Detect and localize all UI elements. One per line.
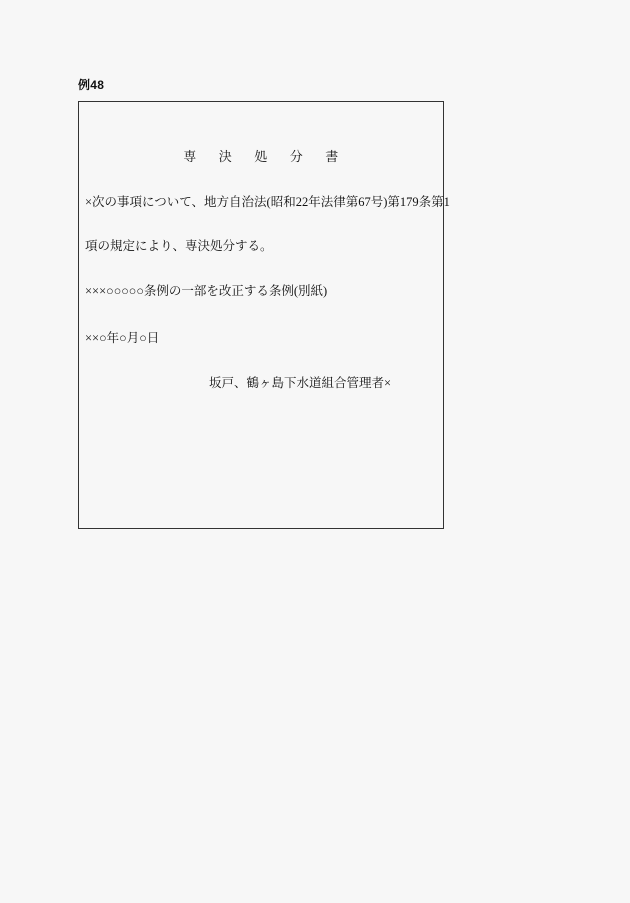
signature-line: 坂戸、鶴ヶ島下水道組合管理者× <box>209 376 392 390</box>
document-title <box>79 146 443 165</box>
body-line-2: 項の規定により、専決処分する。 <box>85 239 273 253</box>
body-line-3: ×××○○○○○条例の一部を改正する条例(別紙) <box>85 284 328 298</box>
title-char-2: 決 <box>218 149 233 164</box>
title-char-4: 分 <box>289 149 304 164</box>
title-char-3: 処 <box>254 149 268 164</box>
title-char-1: 専 <box>183 149 197 164</box>
body-line-4-date: ××○年○月○日 <box>85 331 160 345</box>
example-label: 例48 <box>78 78 105 92</box>
document-frame <box>78 101 450 529</box>
document-content <box>79 102 450 528</box>
body-line-1: ×次の事項について、地方自治法(昭和22年法律第67号)第179条第1 <box>85 195 450 209</box>
title-char-5: 書 <box>325 149 339 164</box>
